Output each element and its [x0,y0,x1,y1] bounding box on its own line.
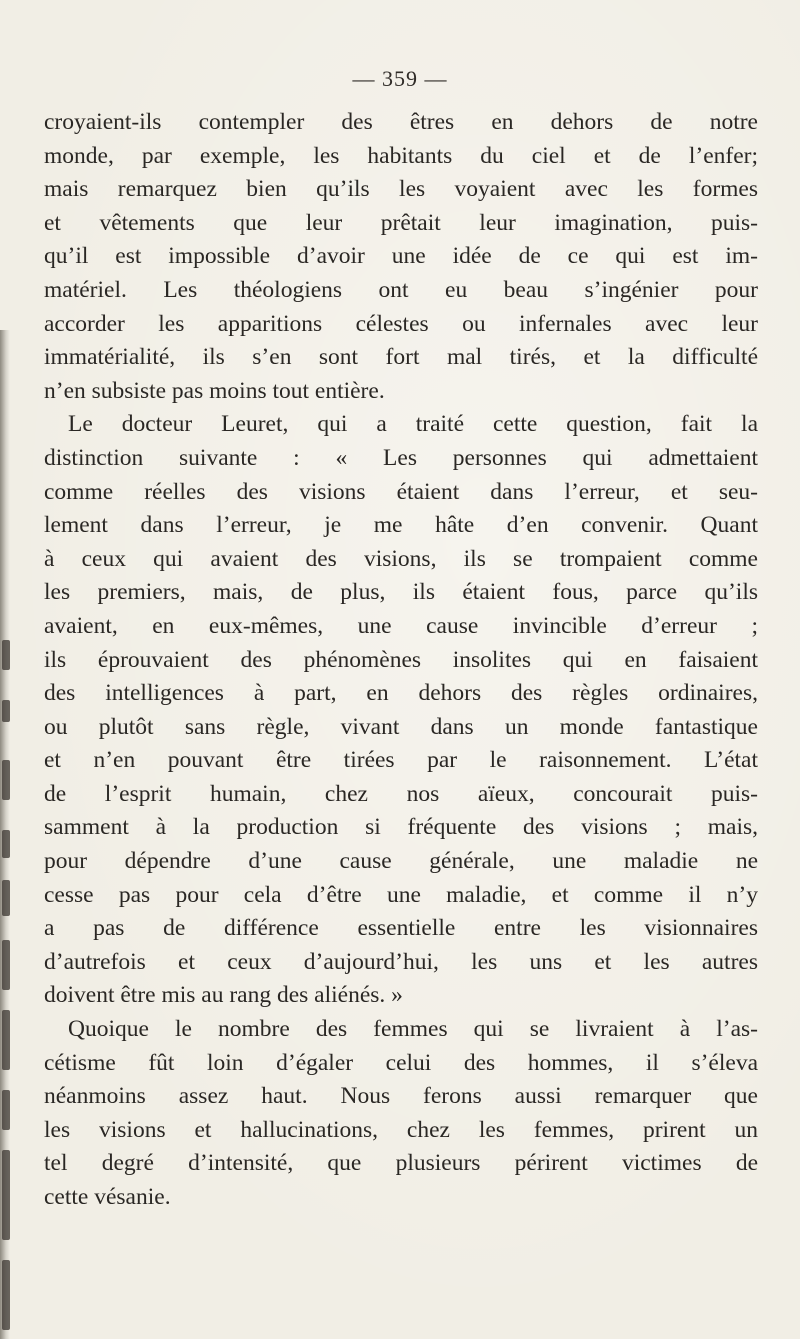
paragraph-start-line: Le docteur Leuret, qui a traité cette question, fait la [68,411,758,438]
text-line: distinction suivante : « Les personnes qui admettaient [44,444,758,471]
text-line: lement dans l’erreur, je me hâte d’en convenir. Quant [44,512,758,539]
text-line: et n’en pouvant être tirées par le raisonnement. L’état [44,747,758,774]
text-line: avaient, en eux-mêmes, une cause invincible d’erreur ; [44,612,758,639]
text-line: samment à la production si fréquente des visions ; mais, [44,814,758,841]
text-line: qu’il est impossible d’avoir une idée de ce qui est im- [44,243,758,270]
text-line: de l’esprit humain, chez nos aïeux, concourait puis- [44,780,758,807]
body-text [44,106,758,1215]
binding-gutter-marks [0,620,18,1339]
text-line: accorder les apparitions célestes ou infernales avec leur [44,310,758,337]
text-line: ou plutôt sans règle, vivant dans un monde fantastique [44,713,758,740]
text-line: néanmoins assez haut. Nous ferons aussi remarquer que [44,1083,758,1110]
text-line: d’autrefois et ceux d’aujourd’hui, les uns et les autres [44,948,758,975]
text-line: cesse pas pour cela d’être une maladie, et comme il n’y [44,881,758,908]
text-line: les visions et hallucinations, chez les femmes, prirent un [44,1116,758,1143]
text-line: mais remarquez bien qu’ils les voyaient avec les formes [44,176,758,203]
text-line: monde, par exemple, les habitants du ciel et de l’enfer; [44,142,758,169]
paragraph-end-line: cette vésanie. [44,1184,171,1210]
text-line: à ceux qui avaient des visions, ils se trompaient comme [44,545,758,572]
text-line: croyaient-ils contempler des êtres en dehors de notre [44,109,758,135]
text-line: matériel. Les théologiens ont eu beau s’ingénier pour [44,276,758,303]
page-number: — 359 — [352,66,448,91]
text-line: tel degré d’intensité, que plusieurs périrent victimes de [44,1150,758,1177]
text-line: pour dépendre d’une cause générale, une maladie ne [44,848,758,875]
text-line: cétisme fût loin d’égaler celui des hommes, il s’éleva [44,1049,758,1076]
text-line: et vêtements que leur prêtait leur imagination, puis- [44,209,758,236]
text-line: a pas de différence essentielle entre les visionnaires [44,915,758,942]
text-line: comme réelles des visions étaient dans l’erreur, et seu- [44,478,758,505]
paragraph-start-line: Quoique le nombre des femmes qui se livraient à l’as- [68,1016,758,1043]
text-line: ils éprouvaient des phénomènes insolites qui en faisaient [44,646,758,673]
paragraph-end-line: doivent être mis au rang des aliénés. » [44,982,403,1009]
text-line: les premiers, mais, de plus, ils étaient fous, parce qu’ils [44,579,758,606]
text-line: immatérialité, ils s’en sont fort mal tirés, et la difficulté [44,344,758,371]
paragraph-end-line: n’en subsiste pas moins tout entière. [44,377,385,404]
text-line: des intelligences à part, en dehors des règles ordinaires, [44,680,758,707]
